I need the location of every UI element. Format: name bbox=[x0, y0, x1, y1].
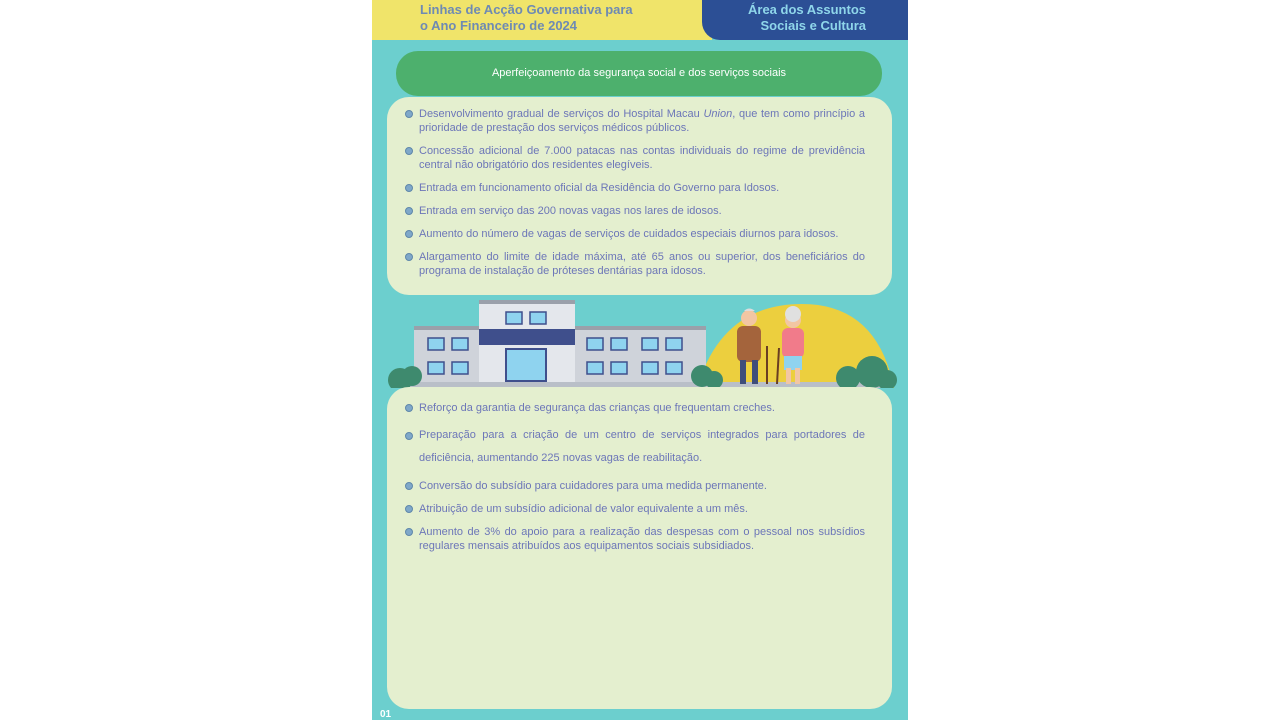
building-sign-band bbox=[479, 329, 575, 345]
item-text: Entrada em serviço das 200 novas vagas nos lares de idosos. bbox=[419, 205, 722, 217]
bullet-icon bbox=[405, 482, 413, 490]
elderly-residence-illustration bbox=[372, 296, 908, 388]
list-item bbox=[405, 227, 865, 241]
header-right-line1: Área dos Assuntos bbox=[748, 2, 866, 17]
bullet-icon bbox=[405, 184, 413, 192]
list-item bbox=[405, 525, 865, 553]
header-left-banner bbox=[372, 0, 712, 40]
header-left-line1: Linhas de Acção Governativa para bbox=[420, 2, 633, 17]
item-text: Reforço da garantia de segurança das crianças que frequentam creches. bbox=[419, 402, 775, 414]
item-text: , que tem como princípio a prioridade de prestação dos serviços médicos públicos. bbox=[419, 108, 865, 134]
item-text: Aumento de 3% do apoio para a realização das despesas com o pessoal nos subsídios regulares mensais atribuídos aos equipamentos sociais subsidiados. bbox=[419, 526, 865, 552]
item-emphasis: Union bbox=[703, 108, 733, 120]
section-title: Aperfeiçoamento da segurança social e dos serviços sociais bbox=[396, 51, 882, 96]
header-right-banner bbox=[702, 0, 908, 40]
building-center-roof bbox=[479, 300, 575, 304]
bullet-icon bbox=[405, 505, 413, 513]
building-door bbox=[506, 349, 546, 381]
policy-card-1 bbox=[387, 97, 892, 295]
item-text: Desenvolvimento gradual de serviços do Hospital Macau bbox=[419, 108, 704, 120]
policy-list-1 bbox=[405, 107, 865, 287]
item-text: Conversão do subsídio para cuidadores para uma medida permanente. bbox=[419, 480, 767, 492]
header-right-line2: Sociais e Cultura bbox=[760, 18, 866, 33]
policy-list-2 bbox=[405, 401, 865, 562]
page-number: 01 bbox=[380, 709, 392, 720]
item-text: Preparação para a criação de um centro de serviços integrados para portadores de deficiência, aumentando 225 novas vagas de reabilitação. bbox=[419, 429, 865, 464]
header-right-title bbox=[748, 2, 866, 34]
bullet-icon bbox=[405, 110, 413, 118]
item-text: Aumento do número de vagas de serviços de cuidados especiais diurnos para idosos. bbox=[419, 228, 839, 240]
bullet-icon bbox=[405, 404, 413, 412]
bullet-icon bbox=[405, 432, 413, 440]
bullet-icon bbox=[405, 230, 413, 238]
list-item bbox=[405, 424, 865, 470]
item-text: Atribuição de um subsídio adicional de valor equivalente a um mês. bbox=[419, 503, 748, 515]
bullet-icon bbox=[405, 207, 413, 215]
document-page bbox=[372, 0, 908, 720]
header-left-line2: o Ano Financeiro de 2024 bbox=[420, 18, 578, 33]
bullet-icon bbox=[405, 147, 413, 155]
item-text: Entrada em funcionamento oficial da Residência do Governo para Idosos. bbox=[419, 182, 780, 194]
item-text: Alargamento do limite de idade máxima, até 65 anos ou superior, dos beneficiários do programa de instalação de próteses dentárias para idosos. bbox=[419, 251, 865, 277]
list-item bbox=[405, 181, 865, 195]
list-item bbox=[405, 250, 865, 278]
bullet-icon bbox=[405, 253, 413, 261]
list-item bbox=[405, 144, 865, 172]
list-item bbox=[405, 502, 865, 516]
policy-card-2 bbox=[387, 387, 892, 709]
header-left-title bbox=[420, 2, 700, 34]
list-item bbox=[405, 204, 865, 218]
list-item bbox=[405, 401, 865, 415]
item-text: Concessão adicional de 7.000 patacas nas contas individuais do regime de previdência central não obrigatório dos residentes elegíveis. bbox=[419, 145, 865, 171]
list-item bbox=[405, 479, 865, 493]
list-item bbox=[405, 107, 865, 135]
bullet-icon bbox=[405, 528, 413, 536]
